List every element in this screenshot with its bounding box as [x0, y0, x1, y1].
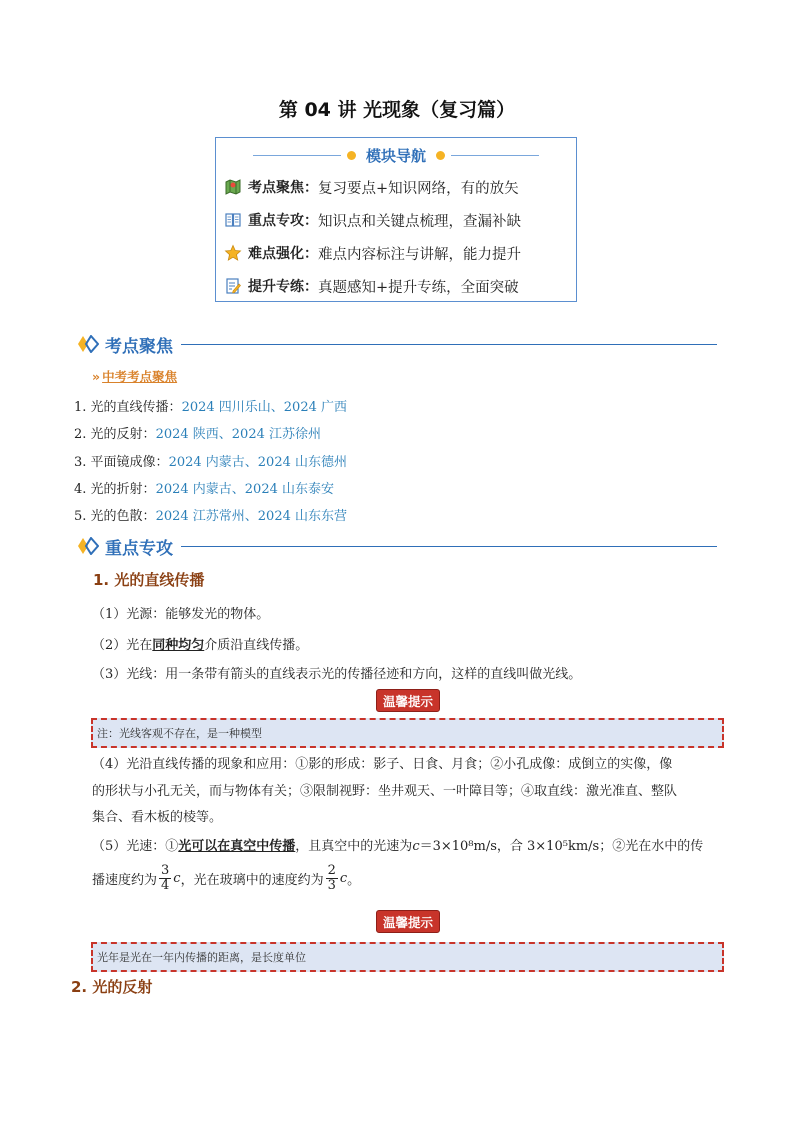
section-divider [181, 344, 717, 345]
nav-item-label: 考点聚焦： [248, 180, 318, 196]
nav-item [224, 176, 519, 198]
dot-icon [436, 151, 445, 160]
fraction-numerator: 3 [161, 862, 170, 878]
map-icon [224, 178, 242, 196]
paragraph [92, 634, 308, 653]
list-item [74, 478, 334, 497]
nav-item [224, 209, 521, 231]
divider [253, 155, 341, 156]
list-label: 光的反射： [90, 427, 156, 442]
divider [451, 155, 539, 156]
text: 。 [347, 872, 361, 888]
section-title: 重点专攻 [105, 538, 173, 559]
text: ＝3×10⁸m/s，合 3×10⁵km/s；②光在水中的传 [419, 839, 704, 854]
nav-item-text: 知识点和关键点梳理，查漏补缺 [318, 213, 521, 230]
list-label: 光的直线传播： [90, 400, 182, 415]
nav-item-label: 重点专攻： [248, 213, 318, 229]
list-label: 光的折射： [90, 482, 156, 497]
paragraph-line: 集合、看木板的棱等。 [92, 810, 223, 825]
fraction-denominator: 3 [327, 877, 336, 893]
tip-badge: 温馨提示 [376, 689, 440, 712]
paragraph [92, 835, 703, 854]
subsection-title-text: 中考考点聚焦 [102, 369, 178, 384]
nav-item-label: 难点强化： [248, 246, 318, 262]
fraction [159, 864, 171, 893]
star-icon [224, 244, 242, 262]
section-header-focus [77, 331, 717, 357]
text: 介质沿直线传播。 [204, 638, 309, 653]
fraction-denominator: 4 [161, 877, 170, 893]
nav-item [224, 242, 521, 264]
list-item [74, 505, 347, 524]
list-num: 5. [74, 509, 87, 524]
paragraph [92, 860, 360, 896]
topic-heading: 1. 光的直线传播 [93, 571, 205, 589]
tip-box: 光年是光在一年内传播的距离，是长度单位 [91, 942, 724, 972]
text: 播速度约为 [92, 872, 158, 888]
section-divider [181, 546, 717, 547]
list-value: 2024 内蒙古、2024 山东德州 [168, 455, 347, 470]
list-item [74, 451, 347, 470]
nav-item-text: 难点内容标注与讲解，能力提升 [318, 246, 521, 263]
list-num: 1. [74, 400, 87, 415]
section-title: 考点聚焦 [105, 336, 173, 357]
nav-title: 模块导航 [365, 146, 426, 165]
text: （2）光在 [92, 638, 153, 653]
fraction-numerator: 2 [327, 862, 336, 878]
list-label: 光的色散： [90, 509, 156, 524]
paragraph-line: 的形状与小孔无关，而与物体有关；③限制视野：坐井观天、一叶障目等；④取直线：激光准直、整队 [92, 784, 678, 799]
subsection-title [92, 367, 177, 385]
symbol-c: c [412, 839, 420, 854]
list-value: 2024 陕西、2024 江苏徐州 [155, 427, 321, 442]
topic-heading: 2. 光的反射 [71, 978, 153, 996]
section-header-key-points [77, 533, 717, 559]
nav-item [224, 275, 519, 297]
paragraph-line: （4）光沿直线传播的现象和应用：①影的形成：影子、日食、月食；②小孔成像：成倒立的实像，像 [92, 757, 673, 772]
list-label: 平面镜成像： [90, 455, 169, 470]
module-nav-box [215, 137, 577, 302]
tip-box: 注：光线客观不存在，是一种模型 [91, 718, 724, 748]
diamond-icon [77, 537, 99, 555]
list-item [74, 396, 347, 415]
text: ，且真空中的光速为 [295, 839, 413, 854]
list-num: 4. [74, 482, 87, 497]
list-num: 3. [74, 455, 87, 470]
nav-header [216, 144, 576, 166]
nav-item-text: 真题感知+提升专练，全面突破 [318, 279, 519, 296]
nav-item-label: 提升专练： [248, 279, 318, 295]
symbol-c: c [173, 870, 181, 886]
edit-icon [224, 277, 242, 295]
underlined-text: 光可以在真空中传播 [178, 839, 296, 854]
diamond-icon [77, 335, 99, 353]
page-title: 第 04 讲 光现象（复习篇） [278, 99, 516, 121]
list-item [74, 423, 321, 442]
book-icon [224, 211, 242, 229]
nav-item-text: 复习要点+知识网络，有的放矢 [318, 180, 519, 197]
underlined-text: 同种均匀 [152, 638, 205, 653]
list-value: 2024 四川乐山、2024 广西 [181, 400, 347, 415]
text: （5）光速：① [92, 839, 179, 854]
text: ，光在玻璃中的速度约为 [180, 872, 324, 888]
symbol-c: c [339, 870, 348, 886]
double-chevron-icon: » [92, 369, 101, 384]
tip-badge: 温馨提示 [376, 910, 440, 933]
paragraph: （3）光线：用一条带有箭头的直线表示光的传播径迹和方向，这样的直线叫做光线。 [92, 667, 582, 682]
fraction [326, 864, 338, 893]
paragraph: （1）光源：能够发光的物体。 [92, 607, 270, 622]
list-num: 2. [74, 427, 87, 442]
list-value: 2024 内蒙古、2024 山东泰安 [155, 482, 334, 497]
dot-icon [347, 151, 356, 160]
list-value: 2024 江苏常州、2024 山东东营 [155, 509, 347, 524]
